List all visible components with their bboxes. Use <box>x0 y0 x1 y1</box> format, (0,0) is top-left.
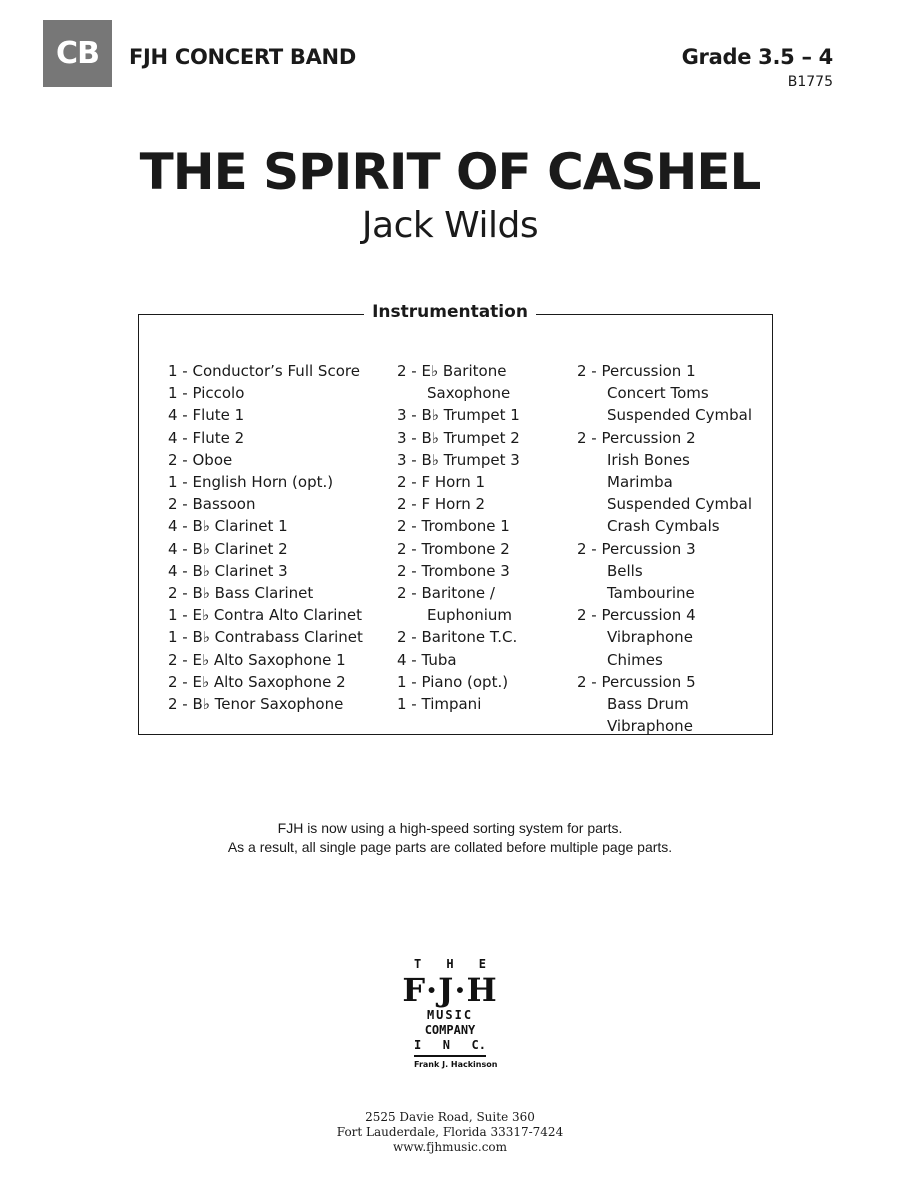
percussion-instrument: Vibraphone <box>607 628 693 647</box>
instrument-item: 2 - B♭ Bass Clarinet <box>168 584 314 603</box>
percussion-instrument: Suspended Cymbal <box>607 406 752 425</box>
percussion-instrument: Suspended Cymbal <box>607 495 752 514</box>
percussion-instrument: Irish Bones <box>607 450 690 469</box>
composer-name: Jack Wilds <box>361 205 539 246</box>
instrument-item: 2 - Trombone 2 <box>397 539 510 558</box>
address-city: Fort Lauderdale, Florida 33317-7424 <box>336 1125 564 1139</box>
publisher-address <box>0 1110 900 1155</box>
instrument-column-3 <box>577 360 752 737</box>
address-street: 2525 Davie Road, Suite 360 <box>365 1110 535 1124</box>
instrument-item: 1 - E♭ Contra Alto Clarinet <box>168 606 363 625</box>
instrument-item: 3 - B♭ Trumpet 1 <box>397 406 520 425</box>
logo-letter: I <box>414 1038 422 1052</box>
percussion-instrument: Crash Cymbals <box>607 517 720 536</box>
instrument-item: 3 - B♭ Trumpet 2 <box>397 428 520 447</box>
instrument-item: 4 - Flute 2 <box>168 428 245 447</box>
instrument-item: 4 - B♭ Clarinet 1 <box>168 517 288 536</box>
catalog-number: B1775 <box>787 74 833 90</box>
instrument-item: 2 - Bassoon <box>168 495 256 514</box>
instrument-item: 2 - Baritone T.C. <box>397 628 518 647</box>
instrument-item-continued: Saxophone <box>427 384 511 403</box>
instrument-item: 1 - Piccolo <box>168 384 245 403</box>
instrument-item: 2 - B♭ Tenor Saxophone <box>168 695 344 714</box>
instrument-item: 1 - English Horn (opt.) <box>168 473 334 492</box>
percussion-instrument: Bells <box>607 561 643 580</box>
instrument-item: 1 - Conductor’s Full Score <box>168 362 360 380</box>
percussion-instrument: Chimes <box>607 650 663 669</box>
instrument-item: 2 - Percussion 4 <box>577 606 696 625</box>
instrument-item: 4 - B♭ Clarinet 2 <box>168 539 288 558</box>
logo-letter: T <box>414 957 422 971</box>
logo-fjh: F·J·H <box>402 971 498 1009</box>
instrument-item: 4 - Flute 1 <box>168 406 245 425</box>
instrument-item: 4 - B♭ Clarinet 3 <box>168 561 288 580</box>
percussion-instrument: Tambourine <box>607 584 695 603</box>
instrument-item: 3 - B♭ Trumpet 3 <box>397 450 520 469</box>
series-name: FJH CONCERT BAND <box>129 45 356 69</box>
instrument-item: 2 - Baritone / <box>397 584 495 603</box>
percussion-instrument: Bass Drum <box>607 695 689 714</box>
instrument-column-1 <box>168 360 363 715</box>
instrument-item: 2 - Percussion 2 <box>577 428 696 447</box>
instrument-item-continued: Euphonium <box>427 606 512 625</box>
percussion-instrument: Concert Toms <box>607 384 709 403</box>
logo-letter: E <box>478 957 486 971</box>
instrument-item: 2 - Percussion 5 <box>577 672 696 691</box>
instrument-item: 2 - Trombone 1 <box>397 517 510 536</box>
website-link[interactable]: www.fjhmusic.com <box>392 1140 508 1154</box>
instrument-item: 1 - Piano (opt.) <box>397 672 509 691</box>
instrument-item: 4 - Tuba <box>397 650 457 669</box>
logo-founder: Frank J. Hackinson <box>414 1060 498 1069</box>
instrument-item: 2 - Percussion 1 <box>577 362 696 380</box>
publisher-logo <box>402 957 498 1069</box>
instrument-column-2 <box>397 360 520 715</box>
logo-company: COMPANY <box>424 1023 476 1037</box>
logo-letter: H <box>446 957 454 971</box>
instrumentation-heading <box>0 302 900 322</box>
instrument-item: 2 - Percussion 3 <box>577 539 696 558</box>
instrument-item: 2 - E♭ Baritone <box>397 362 507 380</box>
logo-letter: N <box>442 1038 450 1052</box>
instrumentation-heading-text: Instrumentation <box>364 302 536 322</box>
instrument-item: 1 - Timpani <box>397 695 482 714</box>
page-title: THE SPIRIT OF CASHEL <box>139 143 761 201</box>
grade-level-badge: CB <box>43 20 112 87</box>
sorting-notice <box>0 819 900 857</box>
instrument-item: 1 - B♭ Contrabass Clarinet <box>168 628 363 647</box>
logo-letter: C. <box>471 1038 486 1052</box>
percussion-instrument: Vibraphone <box>607 717 693 736</box>
instrument-item: 2 - F Horn 1 <box>397 473 486 492</box>
logo-the-row <box>414 957 486 972</box>
sorting-notice-line-1: FJH is now using a high-speed sorting system for parts. <box>277 820 623 836</box>
logo-inc-row <box>414 1038 486 1053</box>
sorting-notice-line-2: As a result, all single page parts are collated before multiple page parts. <box>227 839 673 855</box>
instrument-item: 2 - Trombone 3 <box>397 561 510 580</box>
instrument-item: 2 - E♭ Alto Saxophone 2 <box>168 672 346 691</box>
instrument-item: 2 - F Horn 2 <box>397 495 486 514</box>
instrument-item: 2 - Oboe <box>168 450 233 469</box>
percussion-instrument: Marimba <box>607 473 673 492</box>
grade-level: Grade 3.5 – 4 <box>681 45 833 69</box>
logo-divider <box>414 1055 486 1057</box>
instrument-item: 2 - E♭ Alto Saxophone 1 <box>168 650 346 669</box>
logo-music: MUSIC <box>426 1008 474 1022</box>
